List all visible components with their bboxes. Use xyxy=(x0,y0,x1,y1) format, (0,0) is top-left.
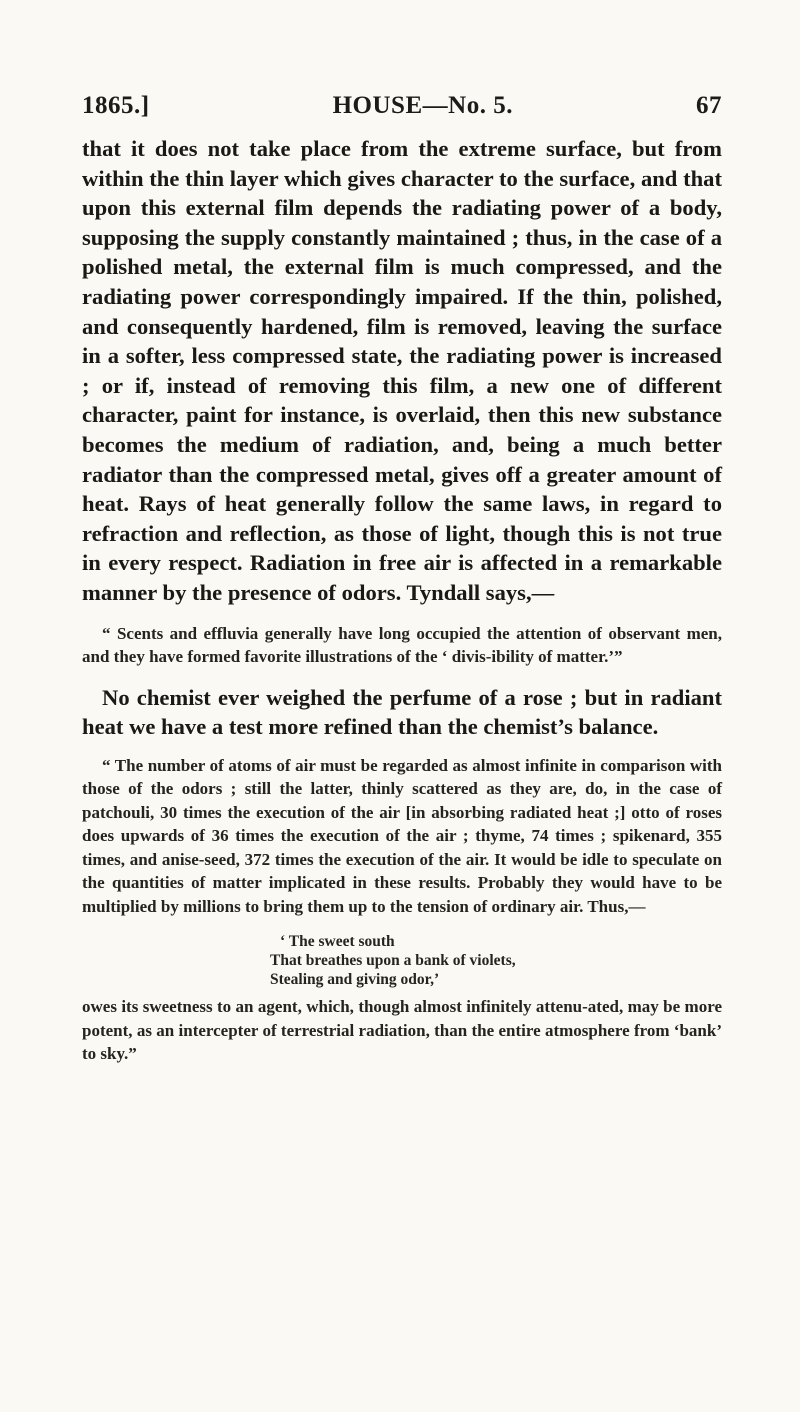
quote-sweetness: owes its sweetness to an agent, which, though almost infinitely attenu-ated, may be more potent, as an intercepter of terrestrial radiation, than the entire atmosphere from ‘bank’ to sky.” xyxy=(82,997,722,1064)
quote-atoms: “ The number of atoms of air must be regarded as almost infinite in comparison with those of the odors ; still the latter, thinly scattered as they are, do, in the case of patchouli, 30 times the execution of the air [in absorbing radiated heat ;] otto of roses does upwards of 36 times the execution of the air ; thyme, 74 times ; spikenard, 355 times, and anise-seed, 372 times the execution of the air. It would be idle to speculate on the quantities of matter implicated in these results. Probably they would have to be multiplied by millions to bring them up to the tension of ordinary air. Thus,— xyxy=(82,755,722,916)
verse-line-3: Stealing and giving odor,’ xyxy=(270,971,440,989)
page-number: 67 xyxy=(696,92,722,119)
paragraph-chemist: No chemist ever weighed the perfume of a rose ; but in radiant heat we have a test more refined than the chemist’s balance. xyxy=(82,684,722,740)
quote-scents: “ Scents and effluvia generally have long occupied the attention of observant men, and they have formed favorite illustrations of the ‘ divis-ibility of matter.’” xyxy=(82,623,722,666)
paragraph-radiation: that it does not take place from the extreme surface, but from within the thin layer which gives character to the surface, and that upon this external film depends the radiating power of a body, supposing the supply constantly maintained ; thus, in the case of a polished metal, the external film is much compressed, and the radiating power correspondingly impaired. If the thin, polished, and consequently hardened, film is removed, leaving the surface in a softer, less compressed state, the radiating power is increased ; or if, instead of removing this film, a new one of different character, paint for instance, is overlaid, then this new substance becomes the medium of radiation, and, being a much better radiator than the compressed metal, gives off a greater amount of heat. Rays of heat generally follow the same laws, in regard to refraction and reflection, as those of light, though this is not true in every respect. Radiation in free air is affected in a remarkable manner by the presence of odors. Tyndall says,— xyxy=(82,136,722,605)
verse-quotation xyxy=(270,932,722,989)
header-title: HOUSE—No. 5. xyxy=(332,92,513,119)
page xyxy=(82,92,722,1066)
verse-line-2: That breathes upon a bank of violets, xyxy=(270,952,516,970)
header-year: 1865.] xyxy=(82,92,150,119)
verse-line-1: ‘ The sweet south xyxy=(280,933,395,951)
running-header xyxy=(82,92,722,120)
